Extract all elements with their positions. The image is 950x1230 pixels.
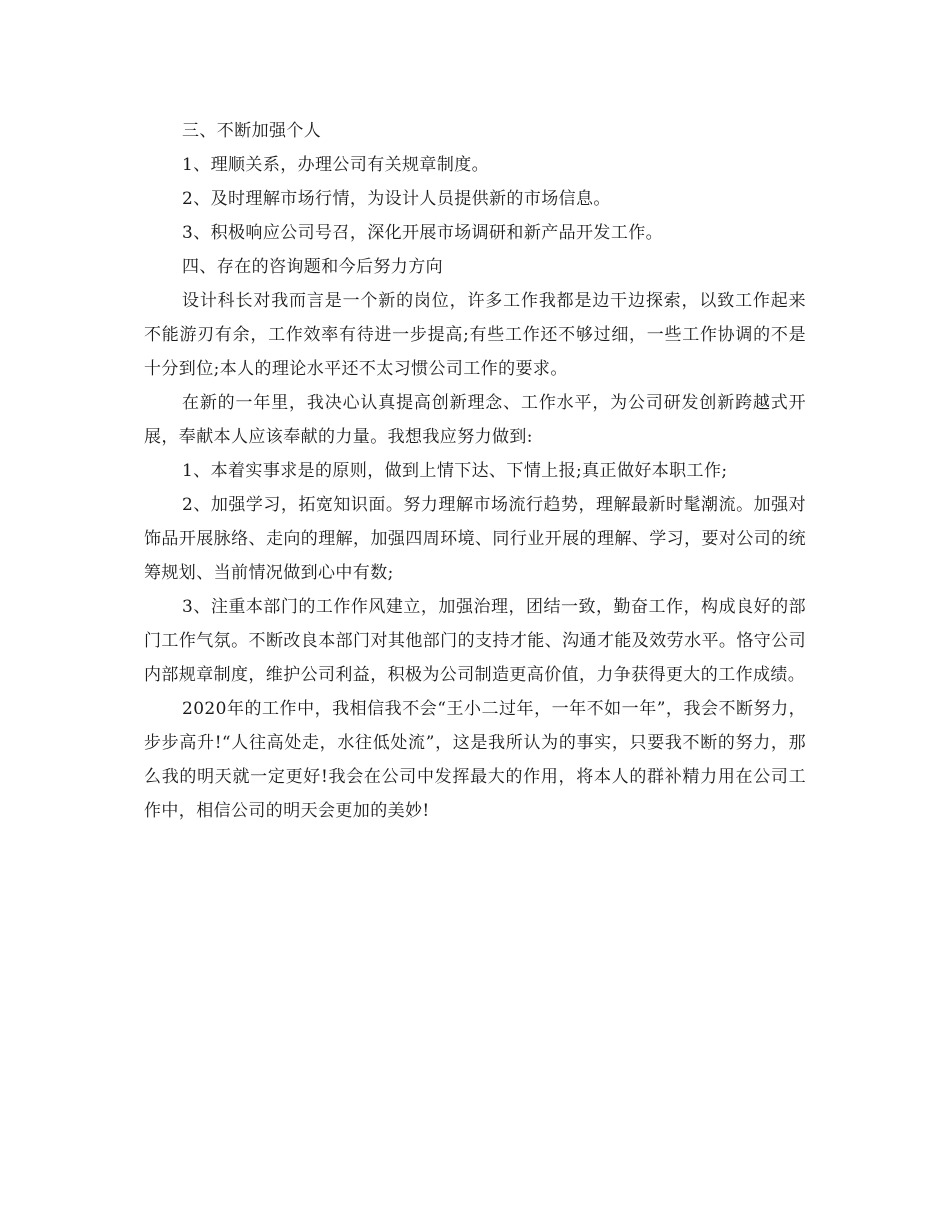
list-item: 3、注重本部门的工作作风建立，加强治理，团结一致，勤奋工作，构成良好的部门工作气氛。不断改良本部门对其他部门的支持才能、沟通才能及效劳水平。恪守公司内部规章制度，维护公司利益，积极为公司制造更高价值，力争获得更大的工作成绩。	[144, 597, 806, 685]
body-paragraph: 设计科长对我而言是一个新的岗位，许多工作我都是边干边探索，以致工作起来不能游刃有余，工作效率有待进一步提高;有些工作还不够过细，一些工作协调的不是十分到位;本人的理论水平还不太习惯公司工作的要求。	[144, 291, 806, 379]
list-item: 1、本着实事求是的原则，做到上情下达、下情上报;真正做好本职工作;	[182, 461, 728, 481]
list-item: 2、及时理解市场行情，为设计人员提供新的市场信息。	[182, 189, 611, 209]
list-item: 3、积极响应公司号召，深化开展市场调研和新产品开发工作。	[182, 223, 664, 243]
heading-section-four: 四、存在的咨询题和今后努力方向	[182, 257, 443, 277]
list-item: 2、加强学习，拓宽知识面。努力理解市场流行趋势，理解最新时髦潮流。加强对饰品开展脉络、走向的理解，加强四周环境、同行业开展的理解、学习，要对公司的统筹规划、当前情况做到心中有数;	[144, 495, 806, 583]
body-paragraph: 在新的一年里，我决心认真提高创新理念、工作水平，为公司研发创新跨越式开展，奉献本人应该奉献的力量。我想我应努力做到:	[144, 393, 806, 447]
list-item: 1、理顺关系，办理公司有关规章制度。	[182, 155, 490, 175]
document-body	[144, 114, 806, 828]
closing-paragraph: 2020年的工作中，我相信我不会“王小二过年，一年不如一年”，我会不断努力，步步高升!“人往高处走，水往低处流”，这是我所认为的事实，只要我不断的努力，那么我的明天就一定更好!我会在公司中发挥最大的作用，将本人的群补精力用在公司工作中，相信公司的明天会更加的美妙!	[144, 699, 806, 821]
heading-section-three: 三、不断加强个人	[182, 121, 322, 141]
